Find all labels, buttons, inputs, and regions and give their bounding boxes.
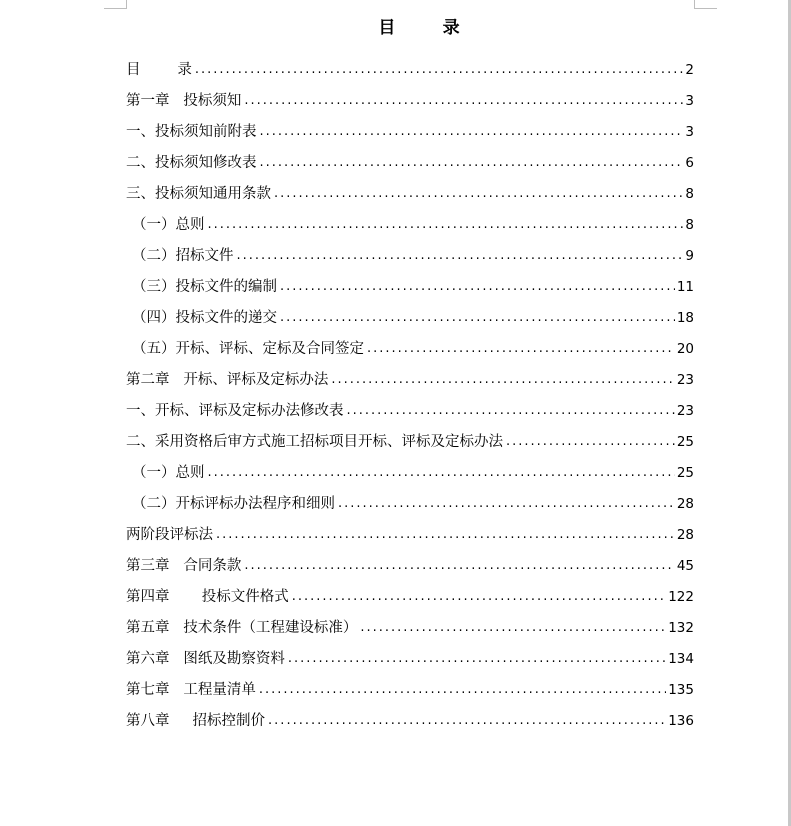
toc-dot-leader bbox=[331, 371, 674, 389]
page-corner-mark-top-left bbox=[104, 0, 127, 9]
toc-entry-text: 一、开标、评标及定标办法修改表 bbox=[126, 402, 344, 419]
toc-entry-text: 第八章 招标控制价 bbox=[126, 712, 266, 729]
toc-page-number: 25 bbox=[676, 433, 694, 450]
toc-entry-text: （二）开标评标办法程序和细则 bbox=[132, 495, 335, 512]
toc-entry-text: （五）开标、评标、定标及合同签定 bbox=[132, 340, 364, 357]
toc-entry[interactable] bbox=[126, 550, 694, 581]
toc-dot-leader bbox=[208, 216, 684, 234]
toc-page-number: 8 bbox=[685, 185, 694, 202]
toc-entry[interactable] bbox=[126, 240, 694, 271]
toc-title: 目 录 bbox=[378, 18, 460, 38]
toc-page-number: 25 bbox=[676, 464, 694, 481]
toc-entry-text: 第四章 投标文件格式 bbox=[126, 588, 289, 605]
toc-entry[interactable] bbox=[126, 488, 694, 519]
toc-entry[interactable] bbox=[126, 302, 694, 333]
toc-page-number: 18 bbox=[676, 309, 694, 326]
toc-entry-text: 二、投标须知修改表 bbox=[126, 154, 257, 171]
toc-entry-text: 第二章 开标、评标及定标办法 bbox=[126, 371, 329, 388]
toc-dot-leader bbox=[260, 123, 684, 141]
toc-dot-leader bbox=[280, 278, 675, 296]
toc-page-number: 132 bbox=[668, 619, 694, 636]
toc-page-number: 135 bbox=[668, 681, 694, 698]
toc-dot-leader bbox=[208, 464, 675, 482]
toc-entry[interactable] bbox=[126, 116, 694, 147]
toc-entry[interactable] bbox=[126, 519, 694, 550]
toc-entry-text: （一）总则 bbox=[132, 464, 205, 481]
toc-dot-leader bbox=[259, 681, 666, 699]
toc-page-number: 134 bbox=[668, 650, 694, 667]
toc-entry[interactable] bbox=[126, 271, 694, 302]
toc-dot-leader bbox=[274, 185, 683, 203]
toc-entry-text: （四）投标文件的递交 bbox=[132, 309, 277, 326]
page-corner-mark-top-right bbox=[694, 0, 717, 9]
toc-page-number: 23 bbox=[676, 371, 694, 388]
toc-page-number: 136 bbox=[668, 712, 694, 729]
toc-entry-text: 第六章 图纸及勘察资料 bbox=[126, 650, 285, 667]
toc-entry[interactable] bbox=[126, 147, 694, 178]
toc-dot-leader bbox=[244, 92, 683, 110]
toc-entry-text: （二）招标文件 bbox=[132, 247, 234, 264]
toc-page-number: 3 bbox=[685, 123, 694, 140]
toc-page-number: 2 bbox=[685, 61, 694, 78]
toc-page-number: 122 bbox=[668, 588, 694, 605]
table-of-contents bbox=[126, 54, 694, 736]
toc-entry[interactable] bbox=[126, 395, 694, 426]
toc-dot-leader bbox=[367, 340, 675, 358]
toc-entry[interactable] bbox=[126, 705, 694, 736]
toc-entry[interactable] bbox=[126, 54, 694, 85]
toc-page-number: 3 bbox=[685, 92, 694, 109]
toc-entry-text: 第一章 投标须知 bbox=[126, 92, 242, 109]
toc-entry[interactable] bbox=[126, 457, 694, 488]
toc-dot-leader bbox=[292, 588, 666, 606]
toc-page-number: 11 bbox=[676, 278, 694, 295]
toc-entry-text: 两阶段评标法 bbox=[126, 526, 213, 543]
toc-dot-leader bbox=[244, 557, 674, 575]
toc-entry-text: 三、投标须知通用条款 bbox=[126, 185, 271, 202]
toc-dot-leader bbox=[288, 650, 666, 668]
toc-entry[interactable] bbox=[126, 426, 694, 457]
toc-dot-leader bbox=[506, 433, 675, 451]
toc-entry[interactable] bbox=[126, 85, 694, 116]
toc-page-number: 45 bbox=[676, 557, 694, 574]
toc-entry-text: 第七章 工程量清单 bbox=[126, 681, 256, 698]
toc-page-number: 20 bbox=[676, 340, 694, 357]
toc-entry[interactable] bbox=[126, 178, 694, 209]
toc-page-number: 8 bbox=[685, 216, 694, 233]
toc-page-number: 28 bbox=[676, 495, 694, 512]
toc-page-number: 23 bbox=[676, 402, 694, 419]
toc-entry-text: （三）投标文件的编制 bbox=[132, 278, 277, 295]
toc-entry[interactable] bbox=[126, 581, 694, 612]
toc-entry-text: 二、采用资格后审方式施工招标项目开标、评标及定标办法 bbox=[126, 433, 503, 450]
toc-page-number: 28 bbox=[676, 526, 694, 543]
toc-dot-leader bbox=[216, 526, 675, 544]
toc-entry-text: 第三章 合同条款 bbox=[126, 557, 242, 574]
toc-dot-leader bbox=[360, 619, 666, 637]
toc-entry-text: 第五章 技术条件（工程建设标准） bbox=[126, 619, 358, 636]
toc-dot-leader bbox=[347, 402, 675, 420]
toc-page-number: 9 bbox=[685, 247, 694, 264]
toc-entry[interactable] bbox=[126, 333, 694, 364]
toc-dot-leader bbox=[237, 247, 684, 265]
toc-entry-text: 一、投标须知前附表 bbox=[126, 123, 257, 140]
toc-dot-leader bbox=[195, 61, 684, 79]
toc-page-number: 6 bbox=[685, 154, 694, 171]
toc-entry[interactable] bbox=[126, 674, 694, 705]
toc-entry[interactable] bbox=[126, 209, 694, 240]
toc-dot-leader bbox=[338, 495, 675, 513]
toc-entry[interactable] bbox=[126, 643, 694, 674]
toc-entry-text: （一）总则 bbox=[132, 216, 205, 233]
toc-dot-leader bbox=[268, 712, 666, 730]
toc-entry[interactable] bbox=[126, 612, 694, 643]
toc-dot-leader bbox=[260, 154, 684, 172]
toc-entry-text: 目 录 bbox=[126, 61, 192, 78]
toc-dot-leader bbox=[280, 309, 675, 327]
toc-entry[interactable] bbox=[126, 364, 694, 395]
